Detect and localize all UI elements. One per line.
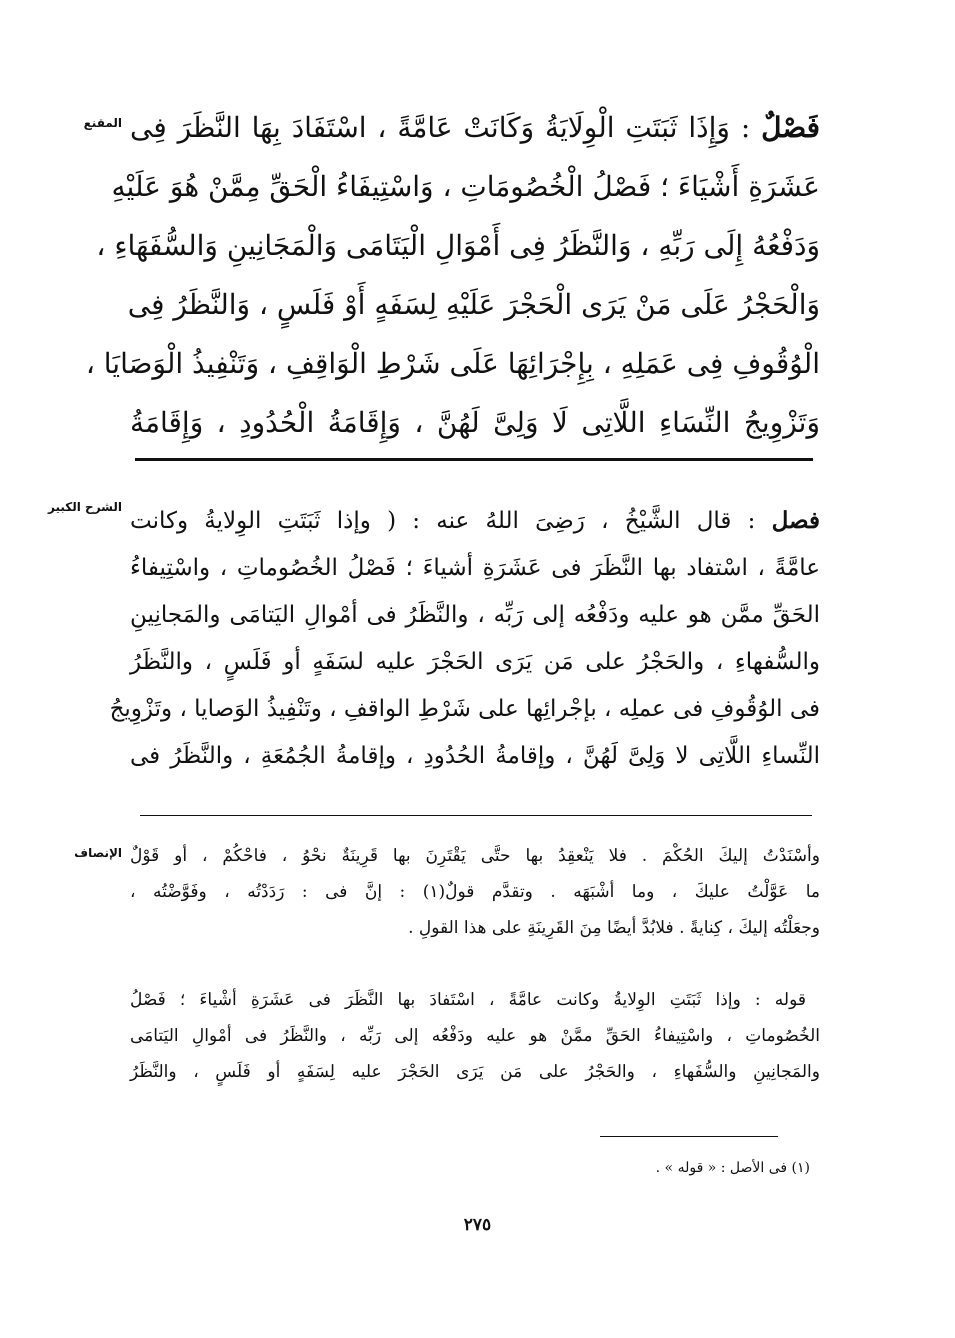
text-line: ما عَوَّلْتُ عليكَ ، وما أشْبَهَه . وتقدَّم قولٌ(١) : إنَّ فى : رَدَدْتُه ، وفَوَّضْتُه ،	[130, 882, 820, 902]
text-line: فصل : قال الشَّيْخُ ، رَضِىَ اللهُ عنه : ( وإذا ثَبَتَتِ الوِلايةُ وكانت	[130, 507, 820, 534]
text-line: والسُّفهاءِ ، والحَجْرُ على مَن يَرَى الحَجْرَ عليه لسَفَهٍ أو فَلَسٍ ، والنَّظَرُ	[130, 649, 820, 675]
text-line: فى الوُقُوفِ فى عملِه ، بإجْرائِها على شَرْطِ الواقفِ ، وتَنْفِيذُ الوَصايا ، وتَزْوِيجُ	[109, 696, 820, 722]
text-line: فَصْلٌ : وَإِذَا ثَبَتَتِ الْوِلَايَةُ وَكَانَتْ عَامَّةً ، اسْتَفَادَ بِهَا النَّظَرَ فِى	[130, 111, 820, 144]
text-line: الخُصُوماتِ ، واسْتِيفاءُ الحَقِّ ممَّنْ هو عليه ودَفْعُه إلى رَبِّه ، والنَّظَرُ فى أمْوالِ اليَتامَى	[130, 1026, 820, 1046]
text-line: وأسْنَدْتُ إليكَ الحُكْمَ . فلا يَنْعقِدُ بها حتَّى يَقْتَرِنَ بها قَرِينَةٌ نحْوُ ، فاحْكُمْ ، أو قَوْلٌ	[130, 846, 820, 866]
text-line: النِّساءِ اللَّاتِى لا وَلِىَّ لَهُنَّ ، وإقامةُ الحُدُودِ ، وإقامةُ الجُمُعَةِ ، والنَّظَرُ فى	[130, 743, 820, 769]
footnote: (١) فى الأصل : « قوله » .	[655, 1160, 810, 1176]
section-heading: فصل	[771, 507, 820, 534]
section-divider	[140, 815, 812, 816]
sharh-text	[109, 497, 820, 780]
page-number: ٢٧٥	[463, 1215, 492, 1235]
text-line: عَشَرَةِ أَشْيَاءَ ؛ فَصْلُ الْخُصُومَاتِ ، وَاسْتِيفَاءُ الْحَقِّ مِمَّنْ هُوَ عَلَيْهِ	[111, 170, 820, 203]
insaf-text-continued	[130, 982, 820, 1090]
text-line: والمَجانِينِ والسُّفَهاءِ ، والحَجْرُ على مَن يَرَى الحَجْرَ عليه لِسَفَهٍ أو فَلَسٍ ، والنَّظَرُ	[130, 1062, 820, 1082]
section-label-sharh: الشرح الكبير	[48, 500, 122, 514]
text-line: عامَّةً ، اسْتفاد بها النَّظَرَ فى عَشَرَةِ أشياءَ ؛ فَصْلُ الخُصُوماتِ ، واسْتِيفاءُ	[130, 555, 820, 581]
text-line: وجعَلْتُه إليكَ ، كِنايةً . فلابُدَّ أيضًا مِنَ القَرِينَةِ على هذا القولِ .	[408, 918, 820, 938]
section-label-insaf: الإنصاف	[74, 846, 122, 860]
text-line: قوله : وإذا ثَبَتَتِ الوِلايةُ وكانت عامَّةً ، اسْتَفادَ بها النَّظَرَ فى عَشَرَةِ أشْياءَ ؛ فَصْلُ	[130, 990, 806, 1010]
insaf-text	[130, 838, 820, 946]
text-line: الْوُقُوفِ فِى عَمَلِهِ ، بِإِجْرَائِهَا عَلَى شَرْطِ الْوَاقِفِ ، وَتَنْفِيذُ الْوَصَايَا ،	[85, 347, 820, 380]
text-line: وَالْحَجْرُ عَلَى مَنْ يَرَى الْحَجْرَ عَلَيْهِ لِسَفَهٍ أَوْ فَلَسٍ ، وَالنَّظَرُ فِى	[127, 288, 820, 321]
section-label-muqni: المقنع	[83, 116, 122, 130]
text-line: وَتَزْوِيجُ النِّسَاءِ اللَّاتِى لَا وَلِىَّ لَهُنَّ ، وَإِقَامَةُ الْحُدُودِ ، وَإِقَامَةُ	[130, 406, 820, 439]
footnote-divider	[600, 1136, 778, 1137]
section-divider	[135, 458, 813, 461]
section-heading: فَصْلٌ	[761, 111, 820, 144]
text-line: الحَقِّ ممَّن هو عليه ودَفْعُه إلى رَبِّه ، والنَّظَرُ فى أمْوالِ اليَتامَى والمَجانِينِ	[130, 602, 820, 628]
text-line: وَدَفْعُهُ إِلَى رَبِّهِ ، وَالنَّظَرُ فِى أَمْوَالِ الْيَتَامَى وَالْمَجَانِينِ وَالسُّفَهَاءِ ،	[96, 229, 820, 262]
